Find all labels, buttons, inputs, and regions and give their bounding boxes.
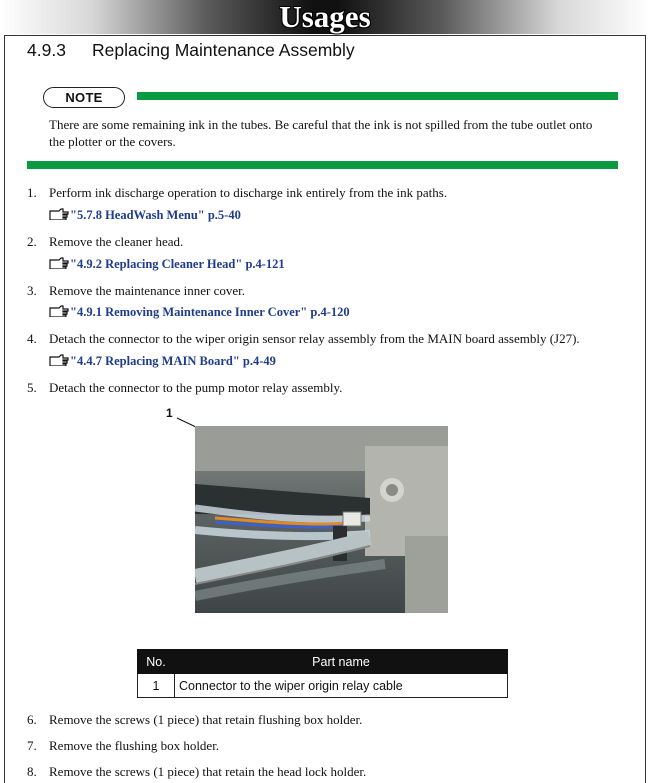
table-row	[138, 674, 508, 698]
step-1	[27, 185, 447, 201]
step-3	[27, 283, 245, 299]
step-7	[27, 738, 219, 754]
section-title: Replacing Maintenance Assembly	[92, 40, 355, 60]
step-number: 8.	[27, 764, 37, 779]
reference-link-step-1[interactable]	[49, 208, 241, 223]
step-text: Detach the connector to the pump motor relay assembly.	[49, 380, 343, 395]
step-text: Remove the screws (1 piece) that retain the head lock holder.	[49, 764, 367, 779]
reference-link-step-3[interactable]	[49, 305, 350, 320]
reference-link-text: "4.9.2 Replacing Cleaner Head" p.4-121	[70, 257, 285, 271]
usages-banner	[0, 0, 650, 34]
step-number: 2.	[27, 234, 37, 249]
pointing-hand-icon	[49, 354, 69, 366]
note-bottom-bar	[27, 161, 618, 169]
step-number: 3.	[27, 283, 37, 298]
step-8	[27, 764, 366, 780]
step-2	[27, 234, 183, 250]
step-4	[27, 331, 580, 347]
note-badge: NOTE	[43, 87, 125, 108]
section-heading	[27, 40, 355, 61]
pointing-hand-icon	[49, 257, 69, 269]
note-text: There are some remaining ink in the tubes. Be careful that the ink is not spilled from the tube outlet onto the plotter or the covers.	[49, 117, 593, 149]
section-number: 4.9.3	[27, 40, 66, 60]
step-text: Detach the connector to the wiper origin sensor relay assembly from the MAIN board assembly (J27).	[49, 331, 580, 346]
reference-link-text: "5.7.8 HeadWash Menu" p.5-40	[70, 208, 241, 222]
step-number: 5.	[27, 380, 37, 395]
step-text: Perform ink discharge operation to discharge ink entirely from the ink paths.	[49, 185, 448, 200]
step-number: 1.	[27, 185, 37, 200]
note-top-bar	[137, 92, 618, 100]
pointing-hand-icon	[49, 305, 69, 317]
column-header-no: No.	[138, 650, 175, 674]
maintenance-assembly-photo	[195, 426, 448, 613]
reference-link-text: "4.9.1 Removing Maintenance Inner Cover" p.4-120	[70, 305, 350, 319]
table-header-row	[138, 650, 508, 674]
reference-link-step-2[interactable]	[49, 257, 285, 272]
step-6	[27, 712, 362, 728]
step-5	[27, 380, 342, 396]
part-name-cell: Connector to the wiper origin relay cable	[175, 674, 508, 698]
part-number-cell: 1	[138, 674, 175, 698]
step-text: Remove the maintenance inner cover.	[49, 283, 246, 298]
figure-callout-number: 1	[166, 406, 173, 420]
parts-table	[137, 649, 508, 698]
step-text: Remove the screws (1 piece) that retain flushing box holder.	[49, 712, 363, 727]
reference-link-text: "4.4.7 Replacing MAIN Board" p.4-49	[70, 354, 276, 368]
banner-title: Usages	[279, 0, 371, 34]
step-number: 4.	[27, 331, 37, 346]
step-text: Remove the flushing box holder.	[49, 738, 220, 753]
step-number: 6.	[27, 712, 37, 727]
reference-link-step-4[interactable]	[49, 354, 276, 369]
step-number: 7.	[27, 738, 37, 753]
pointing-hand-icon	[49, 208, 69, 220]
column-header-part-name: Part name	[175, 650, 508, 674]
step-text: Remove the cleaner head.	[49, 234, 184, 249]
